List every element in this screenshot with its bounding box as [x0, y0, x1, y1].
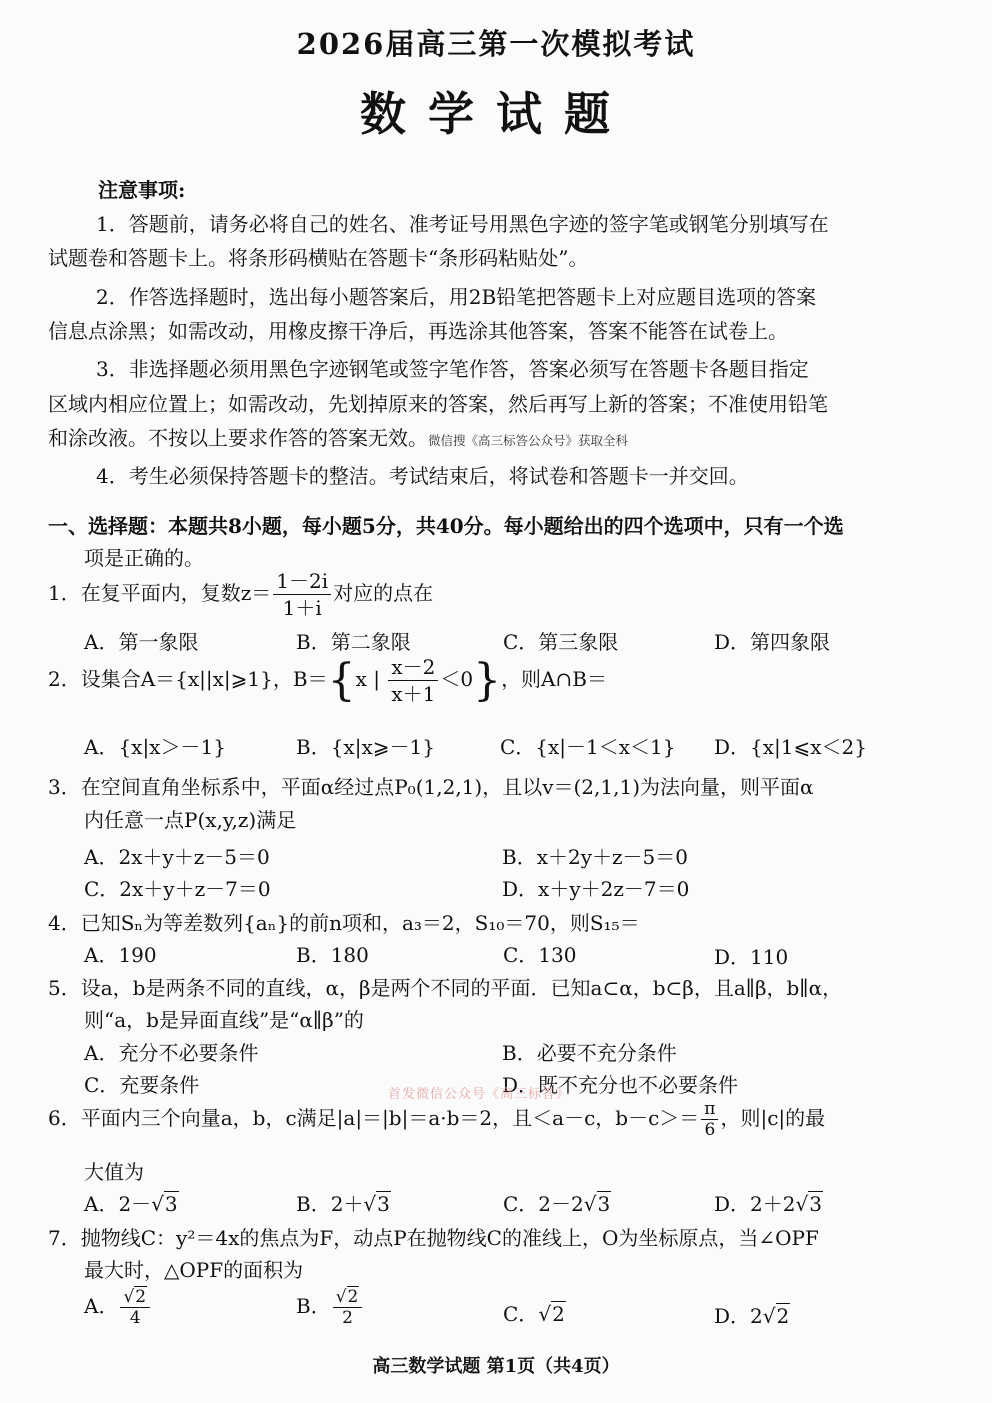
q6-option-b — [296, 1188, 391, 1217]
q1-option-c: C．第三象限 — [503, 630, 619, 654]
sqrt-icon: √ — [795, 1192, 809, 1216]
q6-d-text: D．2＋2 — [714, 1192, 796, 1216]
question-5-line-2: 则“a，b是异面直线”是“α∥β”的 — [84, 1008, 364, 1032]
page-footer: 高三数学试题 第1页（共4页） — [372, 1356, 620, 1377]
notice-item-2-line-2: 信息点涂黑；如需改动，用橡皮擦干净后，再选涂其他答案，答案不能答在试卷上。 — [48, 319, 788, 343]
notice-item-4: 4．考生必须保持答题卡的整洁。考试结束后，将试卷和答题卡一并交回。 — [96, 464, 749, 488]
q1-option-b: B．第二象限 — [296, 630, 411, 654]
q2-frac-den: x＋1 — [391, 682, 436, 706]
q7-b-fraction — [333, 1287, 363, 1328]
notice-item-3-line-2: 区域内相应位置上；如需改动，先划掉原来的答案，然后再写上新的答案；不准使用铅笔 — [48, 392, 828, 416]
q1-option-d: D．第四象限 — [714, 630, 831, 654]
q1-frac-num: 1－2i — [273, 568, 331, 595]
section-1-heading-cont: 项是正确的。 — [84, 546, 204, 570]
q2-option-d: D．{x|1⩽x＜2} — [714, 735, 867, 759]
q2-set-var: x — [355, 667, 367, 691]
q6-c-radicand: 3 — [597, 1192, 611, 1216]
question-6-stem — [48, 1099, 825, 1140]
q7-a-fraction — [120, 1287, 150, 1328]
notice-item-2-line-1: 2．作答选择题时，选出每小题答案后，用2B铅笔把答题卡上对应题目选项的答案 — [96, 285, 817, 309]
sqrt-icon: √ — [762, 1304, 776, 1328]
question-3-line-2: 内任意一点P(x,y,z)满足 — [84, 808, 297, 832]
publisher-stamp: 首发微信公众号《高三标答》 — [388, 1087, 571, 1102]
q1-frac-den: 1＋i — [282, 596, 322, 620]
sqrt-icon: √ — [151, 1192, 164, 1216]
q6-option-c — [503, 1188, 611, 1217]
q3-option-d: D．x＋y＋2z－7＝0 — [502, 877, 690, 901]
sqrt-icon: √ — [583, 1192, 597, 1216]
q5-option-d: D．既不充分也不必要条件 — [502, 1073, 739, 1097]
subject-title: 数学试题 — [360, 87, 632, 141]
q5-option-a: A．充分不必要条件 — [84, 1041, 259, 1065]
q7-d-label: D．2 — [714, 1304, 763, 1328]
q5-option-c: C．充要条件 — [84, 1073, 200, 1097]
q7-b-label: B． — [296, 1294, 331, 1318]
q7-d-radicand: 2 — [776, 1304, 790, 1328]
q6-frac-num: π — [701, 1099, 718, 1120]
q2-option-a: A．{x|x＞－1} — [84, 735, 226, 759]
sqrt-icon: √ — [363, 1192, 377, 1216]
section-1-heading: 一、选择题：本题共8小题，每小题5分，共40分。每小题给出的四个选项中，只有一个选 — [48, 514, 844, 538]
q5-option-b: B．必要不充分条件 — [502, 1041, 677, 1065]
q7-a-den: 4 — [129, 1308, 141, 1328]
q3-option-b: B．x＋2y＋z－5＝0 — [502, 845, 688, 869]
q7-a-label: A． — [84, 1294, 119, 1318]
q2-stem-pre: 2．设集合A＝{x||x|⩾1}，B＝ — [48, 667, 328, 691]
question-4-stem: 4．已知Sₙ为等差数列{aₙ}的前n项和，a₃＝2，S₁₀＝70，则S₁₅＝ — [48, 911, 640, 935]
q6-option-a — [84, 1188, 179, 1217]
q6-stem-post: ，则|c|的最 — [720, 1106, 826, 1130]
question-5-line-1: 5．设a，b是两条不同的直线，α，β是两个不同的平面．已知a⊂α，b⊂β，且a∥β，b∥α， — [48, 976, 843, 1000]
question-6-line-2: 大值为 — [84, 1160, 144, 1184]
q4-option-b: B．180 — [296, 943, 369, 967]
q2-option-c: C．{x|－1＜x＜1} — [500, 735, 676, 759]
notice-heading: 注意事项: — [98, 178, 186, 202]
question-7-line-1: 7．抛物线C：y²＝4x的焦点为F，动点P在抛物线C的准线上，O为坐标原点，当∠OPF — [48, 1226, 819, 1250]
notice-item-1-line-1: 1．答题前，请务必将自己的姓名、准考证号用黑色字迹的签字笔或钢笔分别填写在 — [96, 212, 829, 236]
q7-c-radicand: 2 — [552, 1302, 565, 1326]
q6-b-text: B．2＋ — [296, 1192, 364, 1216]
q2-set-left-brace: { — [327, 655, 356, 706]
q2-stem-post: ，则A∩B＝ — [501, 667, 607, 691]
q6-d-radicand: 3 — [809, 1192, 822, 1216]
q6-option-d — [714, 1188, 823, 1217]
q1-fraction — [273, 568, 331, 621]
q1-stem-post: 对应的点在 — [333, 581, 434, 605]
q2-set-right-brace: } — [473, 655, 502, 706]
q2-set-cond: ＜0 — [440, 667, 474, 691]
q2-frac-num: x－2 — [388, 654, 438, 681]
q7-b-num — [333, 1287, 363, 1308]
q7-option-a — [84, 1287, 152, 1328]
question-2-stem: 2．设集合A＝{x||x|⩾1}，B＝{x | $\frac{x-2}{x+1}$ ＜0}，则A∩B＝ — [48, 655, 607, 706]
q6-fraction — [701, 1099, 718, 1140]
q6-frac-den: 6 — [704, 1120, 716, 1140]
q2-option-b: B．{x|x⩾－1} — [296, 735, 435, 759]
q3-option-a: A．2x＋y＋z－5＝0 — [84, 845, 270, 869]
question-1-stem — [48, 568, 433, 621]
notice-item-3-line-3 — [48, 422, 628, 451]
q3-option-c: C．2x＋y＋z－7＝0 — [84, 877, 271, 901]
sqrt-icon: √ — [335, 1287, 347, 1307]
q2-fraction — [388, 654, 438, 707]
sqrt-icon: √ — [538, 1302, 552, 1326]
sqrt-icon: √ — [123, 1287, 135, 1307]
notice-item-3-text: 和涂改液。不按以上要求作答的答案无效。 — [48, 426, 428, 450]
q7-option-b — [296, 1287, 364, 1328]
q7-option-d — [714, 1300, 790, 1329]
notice-item-1-line-2: 试题卷和答题卡上。将条形码横贴在答题卡“条形码粘贴处”。 — [48, 246, 589, 270]
q1-stem-pre: 1．在复平面内，复数z＝ — [48, 581, 272, 605]
watermark-text: 微信搜《高三标答公众号》获取全科 — [428, 433, 629, 448]
q6-b-radicand: 3 — [377, 1192, 390, 1216]
q1-option-a: A．第一象限 — [84, 630, 199, 654]
q7-a-radicand: 2 — [135, 1287, 147, 1307]
q6-c-text: C．2－2 — [503, 1192, 584, 1216]
q7-c-label: C． — [503, 1302, 539, 1326]
q6-a-text: A．2－ — [84, 1192, 152, 1216]
notice-item-3-line-1: 3．非选择题必须用黑色字迹钢笔或签字笔作答，答案必须写在答题卡各题目指定 — [96, 357, 809, 381]
question-7-line-2: 最大时，△OPF的面积为 — [84, 1258, 304, 1282]
q7-b-radicand: 2 — [347, 1287, 359, 1307]
q7-a-num — [120, 1287, 150, 1308]
q4-option-a: A．190 — [84, 943, 157, 967]
q4-option-c: C．130 — [503, 943, 577, 967]
q7-option-c — [503, 1298, 566, 1327]
question-3-line-1: 3．在空间直角坐标系中，平面α经过点P₀(1,2,1)，且以v＝(2,1,1)为法向量，则平面α — [48, 775, 814, 799]
q4-option-d: D．110 — [714, 945, 789, 969]
exam-title: 2026届高三第一次模拟考试 — [296, 27, 696, 61]
q6-stem-pre: 6．平面内三个向量a，b，c满足|a|＝|b|＝a·b＝2，且＜a－c，b－c＞＝ — [48, 1106, 700, 1130]
q6-a-radicand: 3 — [164, 1192, 178, 1216]
q7-b-den: 2 — [342, 1308, 353, 1328]
